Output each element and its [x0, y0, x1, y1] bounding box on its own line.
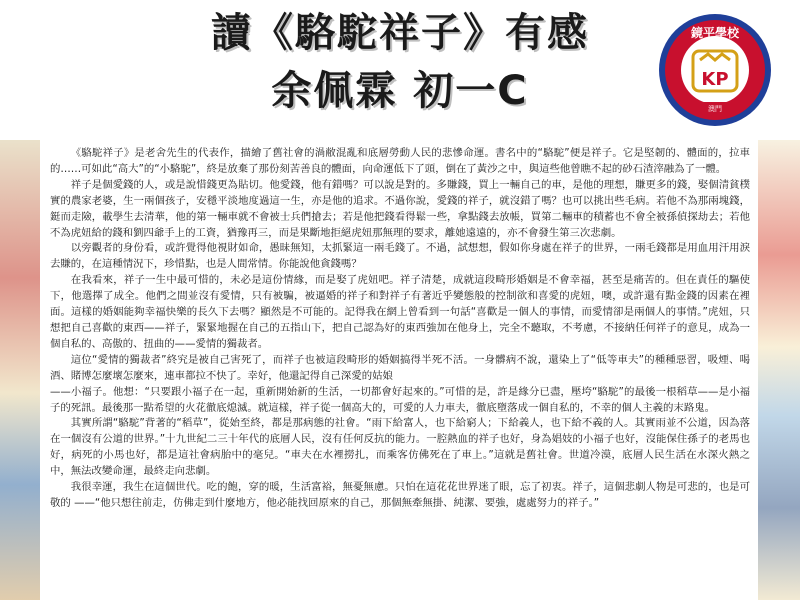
- essay-paragraph: 祥子是個愛錢的人，或是說惜錢更為貼切。他愛錢，他有錯嗎？可以說是對的。多賺錢，買上一輛自己的車，是他的理想，賺更多的錢，娶個清貧樸實的農家老婆，生一兩個孩子，安穩平淡地度過這一生，亦是他的追求。不過你說，愛錢的祥子，就沒錯了嗎？也可以挑出些毛病。若他不為那兩塊錢，鋌而走險，載學生去清華，他的第一輛車就不會被士兵們搶去；若是他把錢看得鬆一些，拿點錢去放帳，買第二輛車的積蓄也不會全被孫偵探劫去；若他不為虎妞給的錢和劉四爺手上的工資，猶豫再三，而是果斷地拒絕虎妞那無理的要求，離她遠遠的，亦不會發生第三次悲劇。: [50, 178, 750, 239]
- essay-paragraph: 以旁觀者的身份看，或許覺得他視財如命，愚昧無知，太抓緊這一兩毛錢了。不過，試想想，假如你身處在祥子的世界，一兩毛錢都是用血用汗用淚去賺的，在這種情況下，珍惜點，也是人間常情。你能說他貪錢嗎？: [50, 242, 750, 271]
- background-illustration-right: [758, 140, 800, 600]
- essay-body: [42, 140, 758, 600]
- essay-paragraph: 在我看來，祥子一生中最可惜的，未必是這份情緣，而是娶了虎妞吧。祥子清楚，成就這段畸形婚姻是不會幸福，甚至是痛苦的。但在責任的驅使下，他選擇了成全。他們之間並沒有愛情，只有被騙，被逼婚的祥子和對祥子有著近乎變態般的控制欲和喜愛的虎妞，噢，或許還有點金錢的因素在裡面。這樣的婚姻能夠幸福快樂的長久下去嗎？顯然是不可能的。記得我在網上曾看到一句話“喜歡是一個人的事情，而愛情卻是兩個人的事情。”虎妞，只想把自己喜歡的東西——祥子，緊緊地握在自己的五指山下，把自己認為好的東西強加在他身上，完全不聽取，不考慮，不接納任何祥子的意見，成為一個自私的、高傲的、扭曲的——愛情的獨裁者。: [50, 274, 750, 350]
- logo-badge-text: KP: [701, 69, 729, 90]
- essay-paragraph: 其實所謂“駱駝”背著的“稻草”，從始至終，都是那病態的社會。“雨下給富人，也下給窮人；下給義人，也下給不義的人。其實雨並不公道，因為落在一個沒有公道的世界。”十九世紀二三十年代的底層人民，沒有任何反抗的能力。一腔熱血的祥子也好，身為娼妓的小福子也好，沒能保住孫子的老馬也好，病死的小馬也好，都是這社會病胎中的毫兒。“車夫在水裡撈扎，而乘客仿佛死在了車上。”這就是舊社會。世道冷漠，底層人民生活在水深火熱之中，無法改變命運，最終走向悲劇。: [50, 417, 750, 478]
- logo-top-text: 鏡平學校: [690, 26, 740, 40]
- page-title: 讀《駱駝祥子》有感: [211, 10, 589, 56]
- logo-bottom-text: 澳門: [708, 105, 722, 113]
- page-header: [0, 0, 800, 140]
- background-illustration-left: [0, 140, 40, 600]
- essay-paragraph: 《駱駝祥子》是老舍先生的代表作，描繪了舊社會的渦敝混亂和底層勞動人民的悲慘命運。書名中的“駱駝”便是祥子。它是堅韌的、體面的，拉車的……可如此“高大”的“小駱駝”，終是放棄了那份刻苦善良的體面，向命運低下了頭，倒在了黃沙之中，與這些他曾瞧不起的砂石渣滓融為了一體。: [50, 147, 750, 175]
- essay-paragraph: 我很幸運，我生在這個世代。吃的飽，穿的暖，生活富裕，無憂無慮。只怕在這花花世界迷了眼，忘了初衷。祥子，這個悲劇人物是可悲的，也是可敬的 ——“他只想往前走，仿佛走到什麼地方，他必能找回原來的自己，那個無牽無掛、純潔、要強，處處努力的祥子。”: [50, 481, 750, 509]
- essay-paragraph: ——小福子。他想：“只要跟小福子在一起，重新開始新的生活，一切都會好起來的。”可惜的是，許是緣分已盡，壓垮“駱駝”的最後一根稻草——是小福子的死訊。最後那一點希望的火花徹底熄滅。就這樣，祥子從一個高大的，可愛的人力車夫，徹底墮落成一個自私的，不幸的個人主義的末路鬼。: [50, 385, 750, 414]
- author-line: 余佩霖 初一C: [271, 68, 529, 114]
- essay-paragraph: 這位“愛情的獨裁者”終究是被自己害死了，而祥子也被這段畸形的婚姻搞得半死不活。一身髒病不說，還染上了“低等車夫”的種種惡習，吸煙、喝酒、賭博怎麼壞怎麼來，連車都拉不快了。幸好，他還記得自己深愛的姑娘: [50, 353, 750, 382]
- school-logo: [656, 10, 774, 135]
